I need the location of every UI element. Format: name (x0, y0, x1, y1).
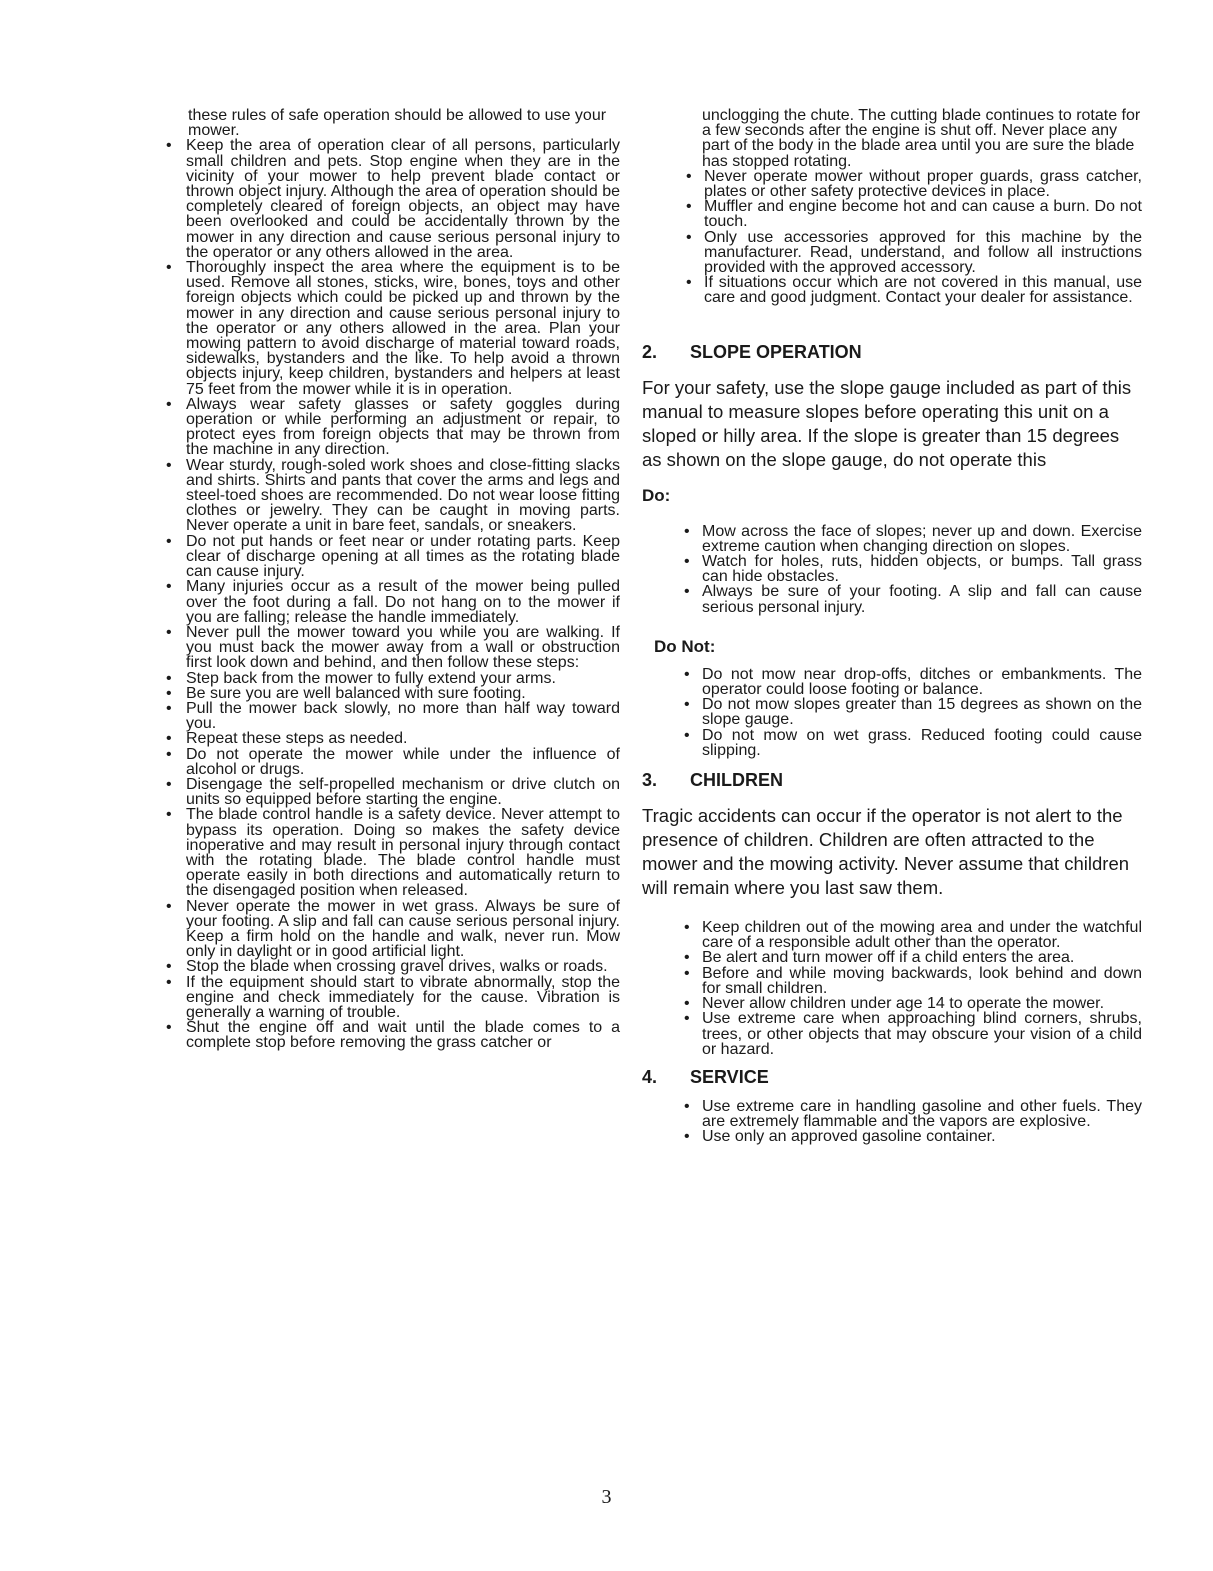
list-item: • Use extreme care in handling gasoline and other fuels. They are extremely flammable and the vapors are explosive. (684, 1097, 1142, 1131)
list-item: • Keep children out of the mowing area and under the watchful care of a responsible adult other than the operator. (684, 919, 1142, 952)
bullet: • (684, 949, 690, 967)
do-not-list (670, 667, 1142, 758)
continued-paragraph: these rules of safe operation should be allowed to use your mower. (188, 107, 607, 140)
service-list (670, 1099, 1142, 1145)
bullet: • (684, 1097, 690, 1115)
bullet: • (166, 958, 172, 976)
list-item: • If the equipment should start to vibrate abnormally, stop the engine and check immediately for the cause. Vibration is generally a warning of trouble. (166, 973, 620, 1021)
list-item: • Do not mow on wet grass. Reduced footing could cause slipping. (684, 726, 1142, 759)
bullet: • (684, 1128, 690, 1146)
bullet: • (166, 532, 172, 550)
list-item: • Do not operate the mower while under the influence of alcohol or drugs. (166, 745, 620, 778)
bullet: • (684, 964, 690, 982)
left-column (150, 108, 620, 1051)
bullet: • (166, 806, 172, 824)
section-heading-children: 3. CHILDREN (642, 770, 783, 791)
do-not-list-wrap (642, 667, 1142, 758)
bullet: • (166, 745, 172, 763)
bullet: • (684, 1010, 690, 1028)
bullet: • (684, 665, 690, 683)
list-item: • Mow across the face of slopes; never up and down. Exercise extreme caution when changing direction on slopes. (684, 522, 1142, 555)
list-item: • Muffler and engine become hot and can cause a burn. Do not touch. (686, 198, 1142, 231)
section-heading-slope: 2. SLOPE OPERATION (642, 341, 862, 362)
bullet: • (166, 730, 172, 748)
bullet: • (686, 228, 692, 246)
list-item: • The blade control handle is a safety device. Never attempt to bypass its operation. Doing so makes the safety device inoperative and may result in personal injury through contact with the rotating blade. The blade control handle must operate easily in both directions and automatically return to the disengaged position when released. (166, 806, 620, 900)
bullet: • (686, 167, 692, 185)
list-item: • Use only an approved gasoline container. (684, 1128, 996, 1146)
bullet: • (166, 395, 172, 413)
list-item: • Shut the engine off and wait until the blade comes to a complete stop before removing the grass catcher or (166, 1019, 620, 1052)
list-item: • Never operate mower without proper guards, grass catcher, plates or other safety protective devices in place. (686, 167, 1142, 201)
list-item: • Many injuries occur as a result of the mower being pulled over the foot during a fall. Do not hang on to the mower if you are falling; release the handle immediately. (166, 578, 620, 626)
section-heading-service: 4. SERVICE (642, 1066, 769, 1087)
children-list-wrap (642, 920, 1142, 1057)
list-item: • Never operate the mower in wet grass. Always be sure of your footing. A slip and fall can cause serious personal injury. Keep a firm hold on the handle and walk, never run. Mow only in daylight or in good artificial light. (166, 897, 620, 961)
slope-intro: For your safety, use the slope gauge included as part of this manual to measure slopes before operating this unit on a sloped or hilly area. If the slope is greater than 15 degrees as shown on the slope gauge, do not operate this (642, 376, 1132, 470)
children-list (670, 920, 1142, 1057)
list-item: • Step back from the mower to fully extend your arms. (166, 669, 556, 687)
safety-rules-list-continued (670, 169, 1142, 306)
bullet: • (686, 198, 692, 216)
list-item: • If situations occur which are not covered in this manual, use care and good judgment. Contact your dealer for assistance. (686, 274, 1142, 307)
list-item: • Do not put hands or feet near or under rotating parts. Keep clear of discharge opening at all times as the rotating blade can cause injury. (166, 532, 620, 581)
bullet: • (166, 897, 172, 915)
right-column (642, 108, 1142, 1145)
bullet: • (166, 1019, 172, 1037)
bullet: • (166, 578, 172, 596)
bullet: • (166, 259, 172, 277)
list-item: • Always wear safety glasses or safety goggles during operation or while performing an adjustment or repair, to protect eyes from foreign objects that may be thrown from the machine in any direction. (166, 395, 620, 459)
list-item: • Stop the blade when crossing gravel drives, walks or roads. (166, 958, 608, 976)
list-item: • Only use accessories approved for this machine by the manufacturer. Read, understand, and follow all instructions provided with the approved accessory. (686, 228, 1142, 277)
bullet: • (166, 973, 172, 991)
bullet: • (684, 583, 690, 601)
children-intro: Tragic accidents can occur if the operator is not alert to the presence of children. Children are often attracted to the mower and the mowing activity. Never assume that children will remain where you last saw them. (642, 805, 1130, 899)
bullet: • (166, 699, 172, 717)
bullet: • (686, 274, 692, 292)
list-item: • Pull the mower back slowly, no more than half way toward you. (166, 699, 620, 733)
list-item: • Repeat these steps as needed. (166, 730, 408, 748)
bullet: • (166, 456, 172, 474)
list-item: • Never pull the mower toward you while you are walking. If you must back the mower away from a wall or obstruction first look down and behind, and then follow these steps: (166, 623, 620, 672)
bullet: • (684, 553, 690, 571)
safety-rules-list (150, 138, 620, 1050)
bullet: • (166, 684, 172, 702)
continued-paragraph: unclogging the chute. The cutting blade continues to rotate for a few seconds after the engine is shut off. Never place any part of the body in the blade area until you are sure the blade has stopped rotating. (702, 107, 1141, 170)
bullet: • (684, 919, 690, 937)
list-item: • Thoroughly inspect the area where the equipment is to be used. Remove all stones, sticks, wire, bones, toys and other foreign objects which could be picked up and thrown by the mower in any direction and cause serious personal injury to the operator or any others allowed in the area. Plan your mowing pattern to avoid discharge of material toward roads, sidewalks, bystanders and the like. To help avoid a thrown objects injury, keep children, bystanders and helpers at least 75 feet from the mower while it is in operation. (166, 259, 620, 398)
bullet: • (684, 995, 690, 1013)
bullet: • (684, 696, 690, 714)
bullet: • (166, 775, 172, 793)
bullet: • (166, 623, 172, 641)
list-item: • Be sure you are well balanced with sure footing. (166, 684, 526, 702)
right-top-block (642, 108, 1142, 306)
bullet: • (684, 726, 690, 744)
list-item: • Keep the area of operation clear of all persons, particularly small children and pets. Stop engine when they are in the vicinity of your mower to help prevent blade contact or thrown object injury. Although the area of operation should be completely cleared of foreign objects, an object may have been overlooked and could be accidentally thrown by the mower in any direction and cause serious personal injury to the operator or any others allowed in the area. (166, 137, 620, 261)
bullet: • (684, 522, 690, 540)
list-item: • Never allow children under age 14 to operate the mower. (684, 995, 1105, 1013)
list-item: • Wear sturdy, rough-soled work shoes and close-fitting slacks and shirts. Shirts and pants that cover the arms and legs and steel-toed shoes are recommended. Do not wear loose fitting clothes or jewelry. They can be caught in moving parts. Never operate a unit in bare feet, sandals, or sneakers. (166, 456, 620, 535)
list-item: • Always be sure of your footing. A slip and fall can cause serious personal injury. (684, 583, 1142, 616)
list-item: • Do not mow slopes greater than 15 degrees as shown on the slope gauge. (684, 696, 1142, 729)
bullet: • (166, 669, 172, 687)
do-label: Do: (642, 485, 671, 505)
list-item: • Before and while moving backwards, look behind and down for small children. (684, 964, 1142, 997)
do-not-label: Do Not: (654, 636, 716, 656)
page-number: 3 (601, 1486, 612, 1508)
list-item: • Watch for holes, ruts, hidden objects, or bumps. Tall grass can hide obstacles. (684, 553, 1142, 586)
do-list (670, 524, 1142, 615)
list-item: • Do not mow near drop-offs, ditches or embankments. The operator could loose footing or balance. (684, 665, 1142, 699)
list-item: • Be alert and turn mower off if a child enters the area. (684, 949, 1075, 967)
list-item: • Use extreme care when approaching blind corners, shrubs, trees, or other objects that may obscure your vision of a child or hazard. (684, 1010, 1142, 1058)
service-list-wrap (642, 1099, 1142, 1145)
do-list-wrap (642, 524, 1142, 615)
list-item: • Disengage the self-propelled mechanism or drive clutch on units so equipped before starting the engine. (166, 775, 620, 809)
bullet: • (166, 137, 172, 155)
